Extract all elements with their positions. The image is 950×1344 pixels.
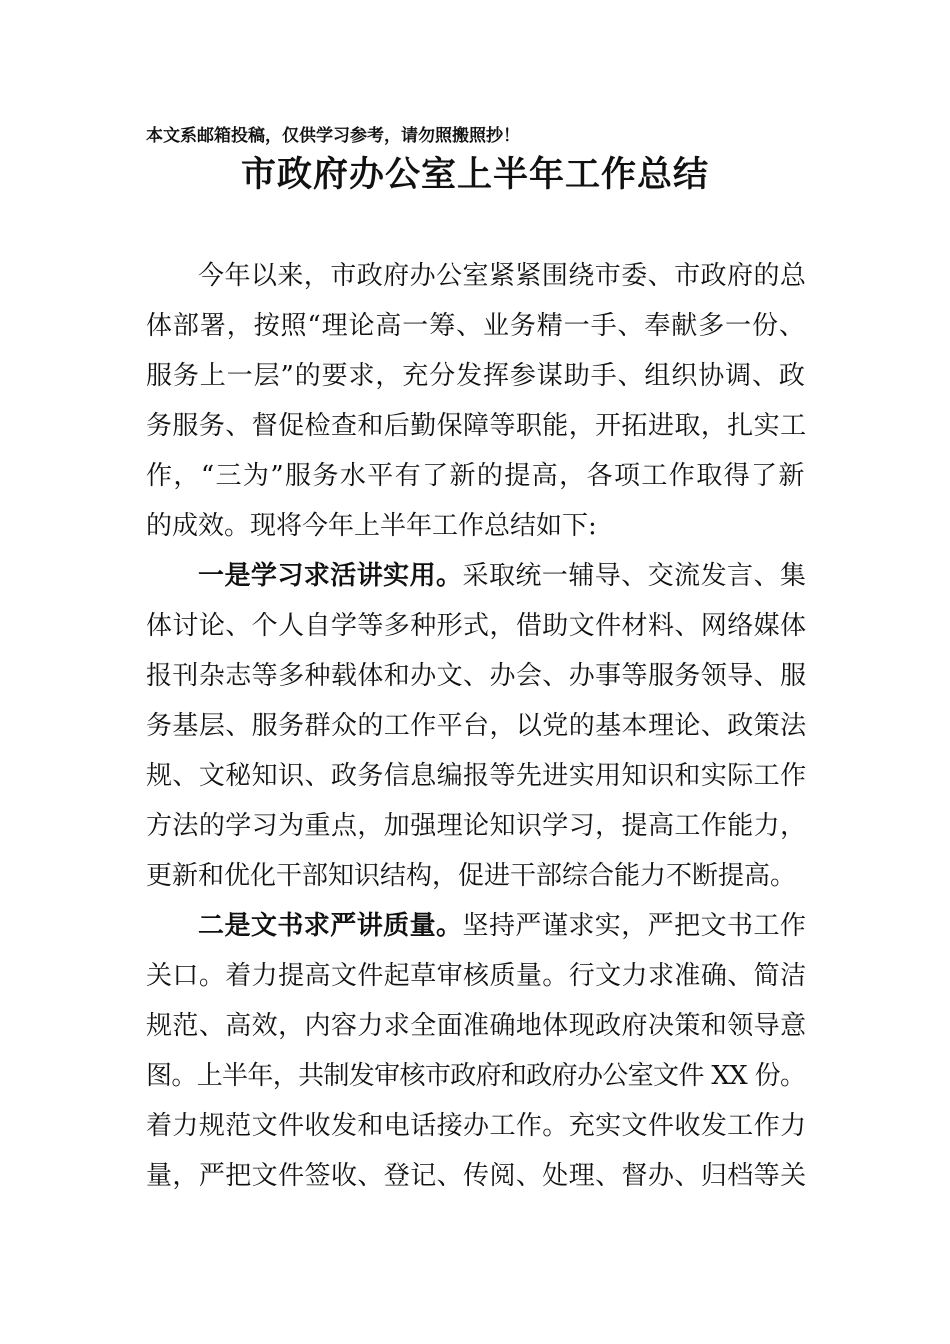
section-heading: 一是学习求活讲实用。	[198, 561, 463, 591]
line-text: 的成效。现将今年上半年工作总结如下:	[146, 511, 597, 541]
document-body	[146, 254, 806, 1204]
body-line	[146, 754, 806, 804]
line-text: 更新和优化干部知识结构，促进干部综合能力不断提高。	[146, 861, 797, 891]
body-line	[146, 254, 806, 304]
page-title: 市政府办公室上半年工作总结	[240, 154, 709, 195]
line-text: 量，严把文件签收、登记、传阅、处理、督办、归档等关	[146, 1161, 807, 1191]
body-line	[146, 604, 806, 654]
line-text: 着力规范文件收发和电话接办工作。充实文件收发工作力	[146, 1111, 807, 1141]
body-line	[146, 304, 806, 354]
line-text: 图。上半年，共制发审核市政府和政府办公室文件 XX 份。	[146, 1061, 806, 1091]
body-line	[146, 354, 806, 404]
body-line	[146, 704, 806, 754]
body-line	[146, 404, 806, 454]
section-heading: 二是文书求严讲质量。	[198, 911, 463, 941]
body-line	[146, 854, 806, 904]
body-line	[146, 554, 806, 604]
line-text: 今年以来，市政府办公室紧紧围绕市委、市政府的总	[198, 261, 807, 291]
line-text: 关口。着力提高文件起草审核质量。行文力求准确、简洁	[146, 961, 807, 991]
line-text: 采取统一辅导、交流发言、集	[462, 561, 807, 591]
copy-notice: 本文系邮箱投稿，仅供学习参考，请勿照搬照抄！	[146, 126, 520, 146]
body-line	[146, 804, 806, 854]
line-text: 体部署，按照“理论高一筹、业务精一手、奉献多一份、	[146, 311, 806, 341]
line-text: 规、文秘知识、政务信息编报等先进实用知识和实际工作	[146, 761, 807, 791]
line-text: 作，“三为”服务水平有了新的提高，各项工作取得了新	[146, 461, 806, 491]
line-text: 务基层、服务群众的工作平台，以党的基本理论、政策法	[146, 711, 807, 741]
body-line	[146, 1154, 806, 1204]
body-line	[146, 904, 806, 954]
line-text: 规范、高效，内容力求全面准确地体现政府决策和领导意	[146, 1011, 807, 1041]
body-line	[146, 504, 806, 554]
body-line	[146, 1054, 806, 1104]
line-text: 坚持严谨求实，严把文书工作	[462, 911, 807, 941]
line-text: 方法的学习为重点，加强理论知识学习，提高工作能力，	[146, 811, 807, 841]
body-line	[146, 1104, 806, 1154]
body-line	[146, 1004, 806, 1054]
line-text: 服务上一层”的要求，充分发挥参谋助手、组织协调、政	[146, 361, 806, 391]
body-line	[146, 954, 806, 1004]
line-text: 务服务、督促检查和后勤保障等职能，开拓进取，扎实工	[146, 411, 807, 441]
line-text: 体讨论、个人自学等多种形式，借助文件材料、网络媒体	[146, 611, 807, 641]
body-line	[146, 454, 806, 504]
body-line	[146, 654, 806, 704]
line-text: 报刊杂志等多种载体和办文、办会、办事等服务领导、服	[146, 661, 807, 691]
